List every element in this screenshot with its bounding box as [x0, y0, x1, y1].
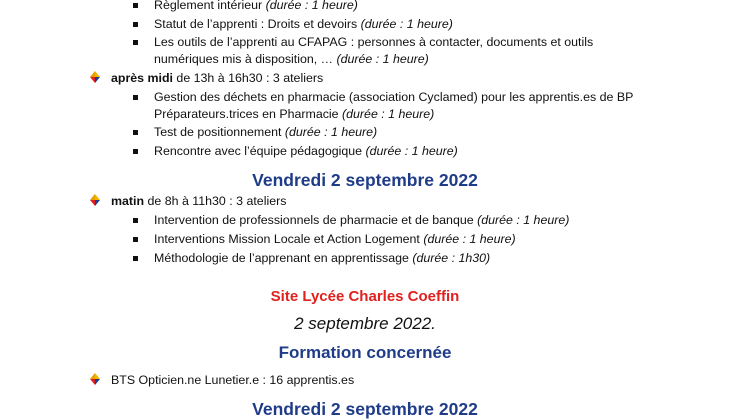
friday-heading: Vendredi 2 septembre 2022 — [252, 170, 478, 190]
square-bullet-icon — [133, 218, 138, 223]
item-duration: (durée : 1 heure) — [477, 213, 570, 227]
item-text: Règlement intérieur — [154, 0, 266, 12]
item-text: Test de positionnement — [154, 125, 285, 139]
matin-line — [111, 193, 286, 209]
item-duration: (durée : 1 heure) — [423, 232, 516, 246]
site-date: 2 septembre 2022. — [294, 314, 436, 333]
accueil-item-3 — [133, 34, 594, 50]
apres-midi-item-1 — [133, 89, 634, 105]
session-detail: de 13h à 16h30 : 3 ateliers — [172, 71, 324, 85]
matin-item-1 — [133, 212, 570, 228]
apres-midi-item-1-cont — [154, 106, 434, 122]
diamond-bullet-icon — [90, 194, 100, 206]
item-duration: (durée : 1 heure) — [284, 125, 378, 139]
diamond-bullet-icon — [90, 71, 100, 83]
apres-midi-item-2 — [133, 124, 378, 140]
item-text: Interventions Mission Locale et Action Logement — [154, 232, 424, 246]
square-bullet-icon — [133, 40, 138, 45]
square-bullet-icon — [133, 3, 138, 8]
accueil-item-1 — [133, 0, 358, 13]
session-detail: de 8h à 11h30 : 3 ateliers — [144, 194, 287, 208]
item-text: Rencontre avec l’équipe pédagogique — [154, 144, 366, 158]
formation-heading: Formation concernée — [278, 343, 452, 362]
item-duration: (durée : 1 heure) — [336, 52, 429, 66]
session-label: matin — [111, 194, 145, 208]
item-duration: (durée : 1 heure) — [360, 17, 453, 31]
item-text: Méthodologie de l’apprenant en apprentissage — [154, 251, 413, 265]
item-text: Gestion des déchets en pharmacie (association Cyclamed) pour les apprentis.es de BP — [154, 90, 634, 104]
square-bullet-icon — [133, 22, 138, 27]
square-bullet-icon — [133, 130, 138, 135]
session-label: après midi — [111, 71, 173, 85]
apres-midi-item-3 — [133, 143, 458, 159]
square-bullet-icon — [133, 149, 138, 154]
bottom-friday-heading: Vendredi 2 septembre 2022 — [252, 399, 478, 419]
item-text: Statut de l’apprenti : Droits et devoirs — [154, 17, 361, 31]
square-bullet-icon — [133, 95, 138, 100]
site-heading: Site Lycée Charles Coeffin — [270, 288, 460, 305]
item-duration: (durée : 1 heure) — [365, 144, 458, 158]
item-text: Préparateurs.trices en Pharmacie — [154, 107, 343, 121]
item-text: Les outils de l’apprenti au CFAPAG : personnes à contacter, documents et outils — [154, 35, 594, 49]
square-bullet-icon — [133, 237, 138, 242]
accueil-item-3-cont — [154, 51, 429, 67]
square-bullet-icon — [133, 256, 138, 261]
item-duration: (durée : 1h30) — [412, 251, 491, 265]
matin-item-2 — [133, 231, 516, 247]
formation-item: BTS Opticien.ne Lunetier.e : 16 apprentis.es — [111, 373, 355, 387]
diamond-bullet-icon — [90, 373, 100, 385]
accueil-item-2 — [133, 16, 453, 32]
apres-midi-line — [111, 70, 323, 86]
item-text: Intervention de professionnels de pharmacie et de banque — [154, 213, 478, 227]
item-duration: (durée : 1 heure) — [342, 107, 435, 121]
item-duration: (durée : 1 heure) — [265, 0, 358, 12]
matin-item-3 — [133, 250, 491, 266]
item-text: numériques mis à disposition, … — [154, 52, 337, 66]
